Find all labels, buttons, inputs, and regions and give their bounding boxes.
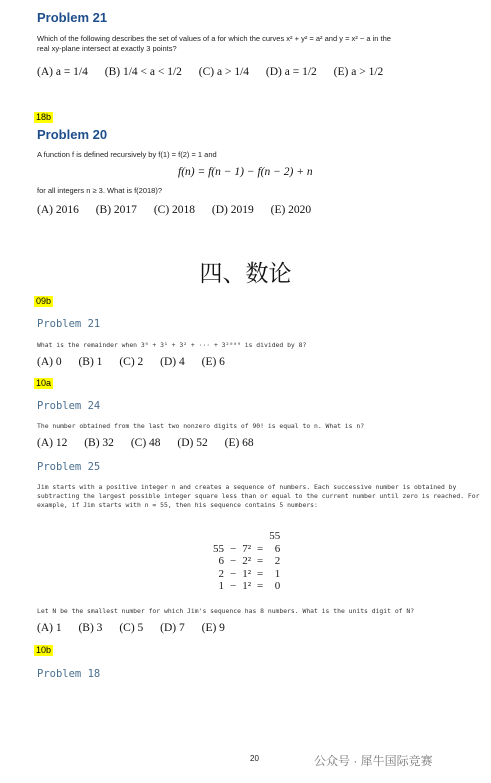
table-row: 1 − 1² = 0 <box>218 580 281 592</box>
problem-21b-choices <box>37 356 239 368</box>
problem-20-text-line2: for all integers n ≥ 3. What is f(2018)? <box>37 186 163 195</box>
problem-21b-text-line1: What is the remainder when 3⁰ + 3¹ + 3² + ··· + 3²⁰⁰⁹ is divided by 8? <box>37 341 307 349</box>
problem-24-text-line1: The number obtained from the last two nonzero digits of 90! is equal to n. What is n? <box>37 422 365 430</box>
problem-21-text-line2: real xy-plane intersect at exactly 3 points? <box>37 44 177 53</box>
choice-d: (D) 2019 <box>211 204 254 216</box>
choice-d: (D) 7 <box>160 622 185 634</box>
section-heading: 四、数论 <box>199 260 292 286</box>
choice-c: (C) 48 <box>130 437 161 449</box>
choice-d: (D) 4 <box>160 356 185 368</box>
choice-e: (E) 2020 <box>270 204 312 216</box>
table-row: 6 − 2² = 2 <box>218 555 281 567</box>
problem-25-text-line3: example, if Jim starts with n = 55, then his sequence contains 5 numbers: <box>37 501 318 509</box>
choice-e: (E) 6 <box>201 356 225 368</box>
problem-20-title: Problem 20 <box>37 127 108 142</box>
choice-e: (E) 9 <box>201 622 225 634</box>
choice-b: (B) 32 <box>84 437 114 449</box>
problem-25-text-line2: subtracting the largest possible integer square less than or equal to the current number until zero is reached. For <box>37 492 480 500</box>
problem-25-choices <box>37 622 239 634</box>
problem-21b-title: Problem 21 <box>37 318 101 330</box>
choice-c: (C) a > 1/4 <box>198 66 250 78</box>
table-row: 55 <box>269 530 281 542</box>
tag-09b: 09b <box>36 296 52 306</box>
watermark: 公众号 · 犀牛国际竞赛 <box>314 754 433 768</box>
choice-c: (C) 5 <box>119 622 144 634</box>
problem-20-choices <box>37 204 325 216</box>
tag-18b: 18b <box>36 112 52 122</box>
problem-21-choices <box>37 66 397 78</box>
choice-a: (A) 12 <box>37 437 68 449</box>
problem-18-title: Problem 18 <box>37 668 101 680</box>
choice-d: (D) a = 1/2 <box>265 66 317 78</box>
problem-25-title: Problem 25 <box>37 461 101 473</box>
sequence-table <box>210 530 283 593</box>
choice-b: (B) 1/4 < a < 1/2 <box>104 66 182 78</box>
choice-d: (D) 52 <box>177 437 208 449</box>
choice-c: (C) 2 <box>119 356 144 368</box>
choice-b: (B) 2017 <box>95 204 137 216</box>
problem-24-title: Problem 24 <box>37 400 101 412</box>
tag-10a: 10a <box>36 378 52 388</box>
problem-21-text-line1: Which of the following describes the set of values of a for which the curves x² + y² = a² and y = x² − a in the <box>37 34 391 43</box>
choice-a: (A) 1 <box>37 622 62 634</box>
choice-b: (B) 3 <box>78 622 103 634</box>
choice-a: (A) 2016 <box>37 204 79 216</box>
choice-b: (B) 1 <box>78 356 103 368</box>
problem-21-title: Problem 21 <box>37 10 108 25</box>
problem-24-choices <box>37 437 268 449</box>
page-number: 20 <box>250 754 259 763</box>
choice-a: (A) a = 1/4 <box>37 66 88 78</box>
table-row: 2 − 1² = 1 <box>218 567 281 580</box>
tag-10b: 10b <box>36 645 52 655</box>
problem-20-formula: f(n) = f(n − 1) − f(n − 2) + n <box>178 166 313 178</box>
choice-a: (A) 0 <box>37 356 62 368</box>
problem-20-text-line1: A function f is defined recursively by f(1) = f(2) = 1 and <box>37 150 217 159</box>
table-row: 55 − 7² = 6 <box>213 542 281 555</box>
choice-e: (E) 68 <box>224 437 254 449</box>
choice-e: (E) a > 1/2 <box>333 66 384 78</box>
problem-25-text-line1: Jim starts with a positive integer n and creates a sequence of numbers. Each successive number is obtained by <box>37 483 457 491</box>
problem-25-text-line4: Let N be the smallest number for which Jim's sequence has 8 numbers. What is the units digit of N? <box>37 607 415 615</box>
choice-c: (C) 2018 <box>153 204 196 216</box>
